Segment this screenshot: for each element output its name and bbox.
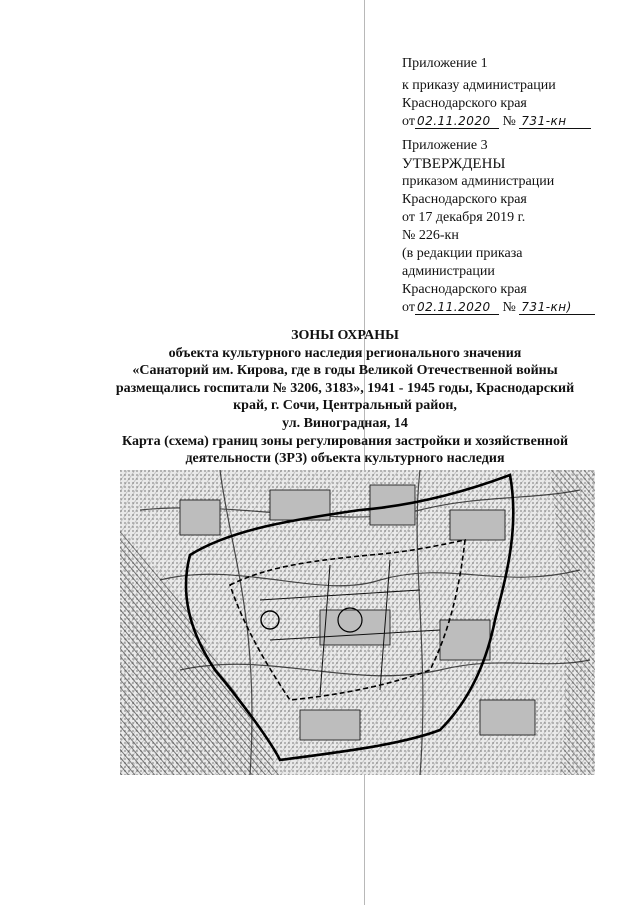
- heading-line7: деятельности (ЗРЗ) объекта культурного наследия: [185, 451, 505, 467]
- appendix3-line8: администрации: [402, 264, 495, 279]
- heading-line3: размещались госпитали № 3206, 3183», 1941 - 1945 годы, Краснодарский: [115, 380, 575, 396]
- appendix1-line3: Краснодарского края: [402, 96, 527, 111]
- appendix3-line7: (в редакции приказа: [402, 246, 523, 261]
- appendix3-title: Приложение 3: [402, 138, 488, 153]
- appendix1-signature-line: [402, 113, 591, 131]
- appendix3-approved: УТВЕРЖДЕНЫ: [402, 156, 506, 172]
- appendix3-line4: Краснодарского края: [402, 192, 527, 207]
- appendix1-date-handwritten: 02.11.2020: [415, 114, 499, 129]
- appendix3-date-handwritten: 02.11.2020: [415, 300, 499, 315]
- heading-line1: объекта культурного наследия регионального значения: [168, 345, 522, 361]
- document-heading: [70, 327, 620, 468]
- zone-boundary-map-icon: [120, 470, 595, 775]
- appendix3-line6: № 226-кн: [402, 228, 459, 243]
- zone-boundary-map: [120, 470, 595, 775]
- appendix3-signature-line: [402, 299, 595, 317]
- appendix3-from-prefix: от: [402, 300, 415, 315]
- heading-line2: «Санаторий им. Кирова, где в годы Великой Отечественной войны: [132, 363, 558, 379]
- appendix1-number-handwritten: 731-кн: [519, 114, 591, 129]
- appendix3-line3: приказом администрации: [402, 174, 555, 189]
- heading-line6: Карта (схема) границ зоны регулирования застройки и хозяйственной: [121, 433, 569, 449]
- heading-title: ЗОНЫ ОХРАНЫ: [291, 328, 399, 343]
- appendix3-number-handwritten: 731-кн): [519, 300, 595, 315]
- appendix1-number-sign: №: [502, 114, 516, 129]
- appendix3-line9: Краснодарского края: [402, 282, 527, 297]
- appendix3-number-sign: №: [502, 300, 516, 315]
- appendix1-line2: к приказу администрации: [402, 78, 556, 93]
- heading-line5: ул. Виноградная, 14: [282, 415, 408, 431]
- appendix1-from-prefix: от: [402, 114, 415, 129]
- appendix1-title: Приложение 1: [402, 56, 488, 71]
- appendix3-line5: от 17 декабря 2019 г.: [402, 210, 526, 225]
- heading-line4: край, г. Сочи, Центральный район,: [233, 398, 457, 414]
